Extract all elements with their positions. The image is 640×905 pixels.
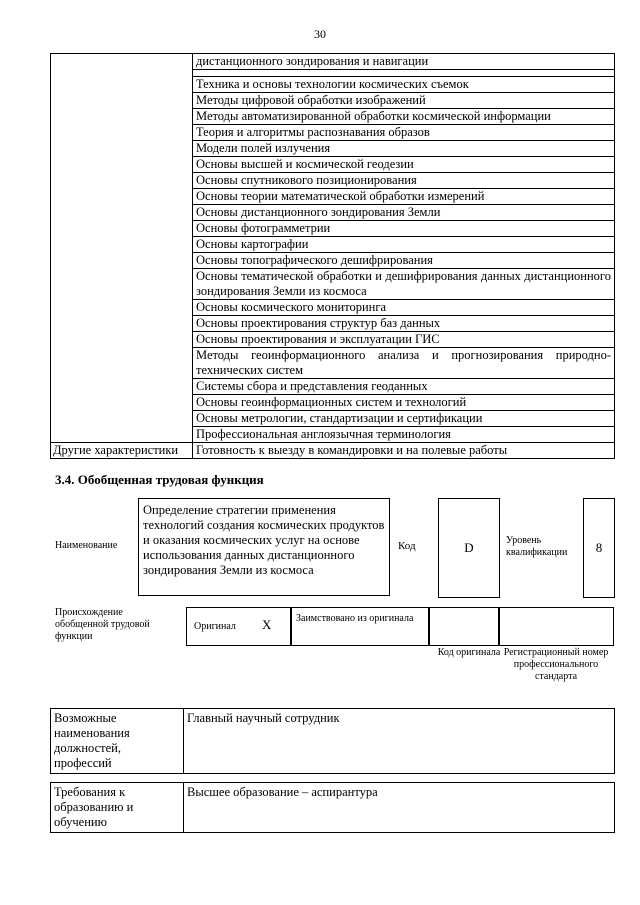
table-cell: Профессиональная англоязычная терминология: [193, 427, 615, 443]
code-label: Код: [398, 540, 416, 552]
table-cell: Основы фотограмметрии: [193, 221, 615, 237]
other-label: Другие характеристики: [51, 443, 193, 459]
positions-value: Главный научный сотрудник: [184, 709, 615, 774]
table-cell: Основы теории математической обработки измерений: [193, 189, 615, 205]
table-cell: Основы космического мониторинга: [193, 300, 615, 316]
code-value: D: [464, 540, 474, 555]
name-box: [138, 498, 390, 596]
original-mark: X: [262, 617, 272, 632]
name-value: Определение стратегии применения технологий создания космических продуктов и оказания космических услуг на основе использования данных дистанционного зондирования Земли из космоса: [143, 503, 385, 577]
table-row-other: [51, 443, 615, 459]
table-left-cell: [51, 54, 193, 443]
education-row: [51, 783, 615, 833]
positions-label: Возможные наименования должностей, профессий: [51, 709, 184, 774]
positions-row: [51, 709, 615, 774]
borrowed-label: Заимствовано из оригинала: [296, 613, 414, 624]
table-cell: Основы дистанционного зондирования Земли: [193, 205, 615, 221]
table-cell: Основы проектирования структур баз данных: [193, 316, 615, 332]
level-box: [583, 498, 615, 598]
section-heading: 3.4. Обобщенная трудовая функция: [55, 472, 264, 487]
level-value: 8: [595, 540, 603, 555]
code-box: [438, 498, 500, 598]
level-label: Уровень квалификации: [506, 535, 568, 558]
other-value: Готовность к выезду в командировки и на полевые работы: [193, 443, 615, 459]
table-cell: Техника и основы технологии космических съемок: [193, 77, 615, 93]
table-cell: Основы тематической обработки и дешифрирования данных дистанционного зондирования Земли из космоса: [193, 269, 615, 300]
table-cell: [193, 70, 615, 77]
code-original-box: [428, 607, 500, 646]
table-cell: Методы геоинформационного анализа и прогнозирования природно-технических систем: [193, 348, 615, 379]
education-table: [50, 782, 615, 833]
table-cell: Теория и алгоритмы распознавания образов: [193, 125, 615, 141]
original-label: Оригинал: [194, 621, 236, 632]
positions-table: [50, 708, 615, 774]
page-number: 30: [314, 27, 326, 41]
code-original-caption: Код оригинала: [437, 647, 501, 658]
competencies-table: [50, 53, 615, 459]
table-cell: Основы проектирования и эксплуатации ГИС: [193, 332, 615, 348]
table-cell: Основы геоинформационных систем и технологий: [193, 395, 615, 411]
education-label: Требования к образованию и обучению: [51, 783, 184, 833]
reg-number-box: [498, 607, 614, 646]
table-cell: Основы картографии: [193, 237, 615, 253]
table-cell: Основы топографического дешифрирования: [193, 253, 615, 269]
origin-label: Происхождение обобщенной трудовой функции: [55, 607, 150, 642]
table-cell: Основы спутникового позиционирования: [193, 173, 615, 189]
table-cell: Методы автоматизированной обработки космической информации: [193, 109, 615, 125]
education-value: Высшее образование – аспирантура: [184, 783, 615, 833]
table-cell: Модели полей излучения: [193, 141, 615, 157]
table-cell: Системы сбора и представления геоданных: [193, 379, 615, 395]
table-cell: Методы цифровой обработки изображений: [193, 93, 615, 109]
reg-number-caption: Регистрационный номер профессионального стандарта: [503, 647, 609, 682]
table-cell: Основы метрологии, стандартизации и сертификации: [193, 411, 615, 427]
table-cell: дистанционного зондирования и навигации: [193, 54, 615, 70]
table-row: [51, 54, 615, 70]
name-label: Наименование: [55, 540, 118, 551]
table-cell: Основы высшей и космической геодезии: [193, 157, 615, 173]
